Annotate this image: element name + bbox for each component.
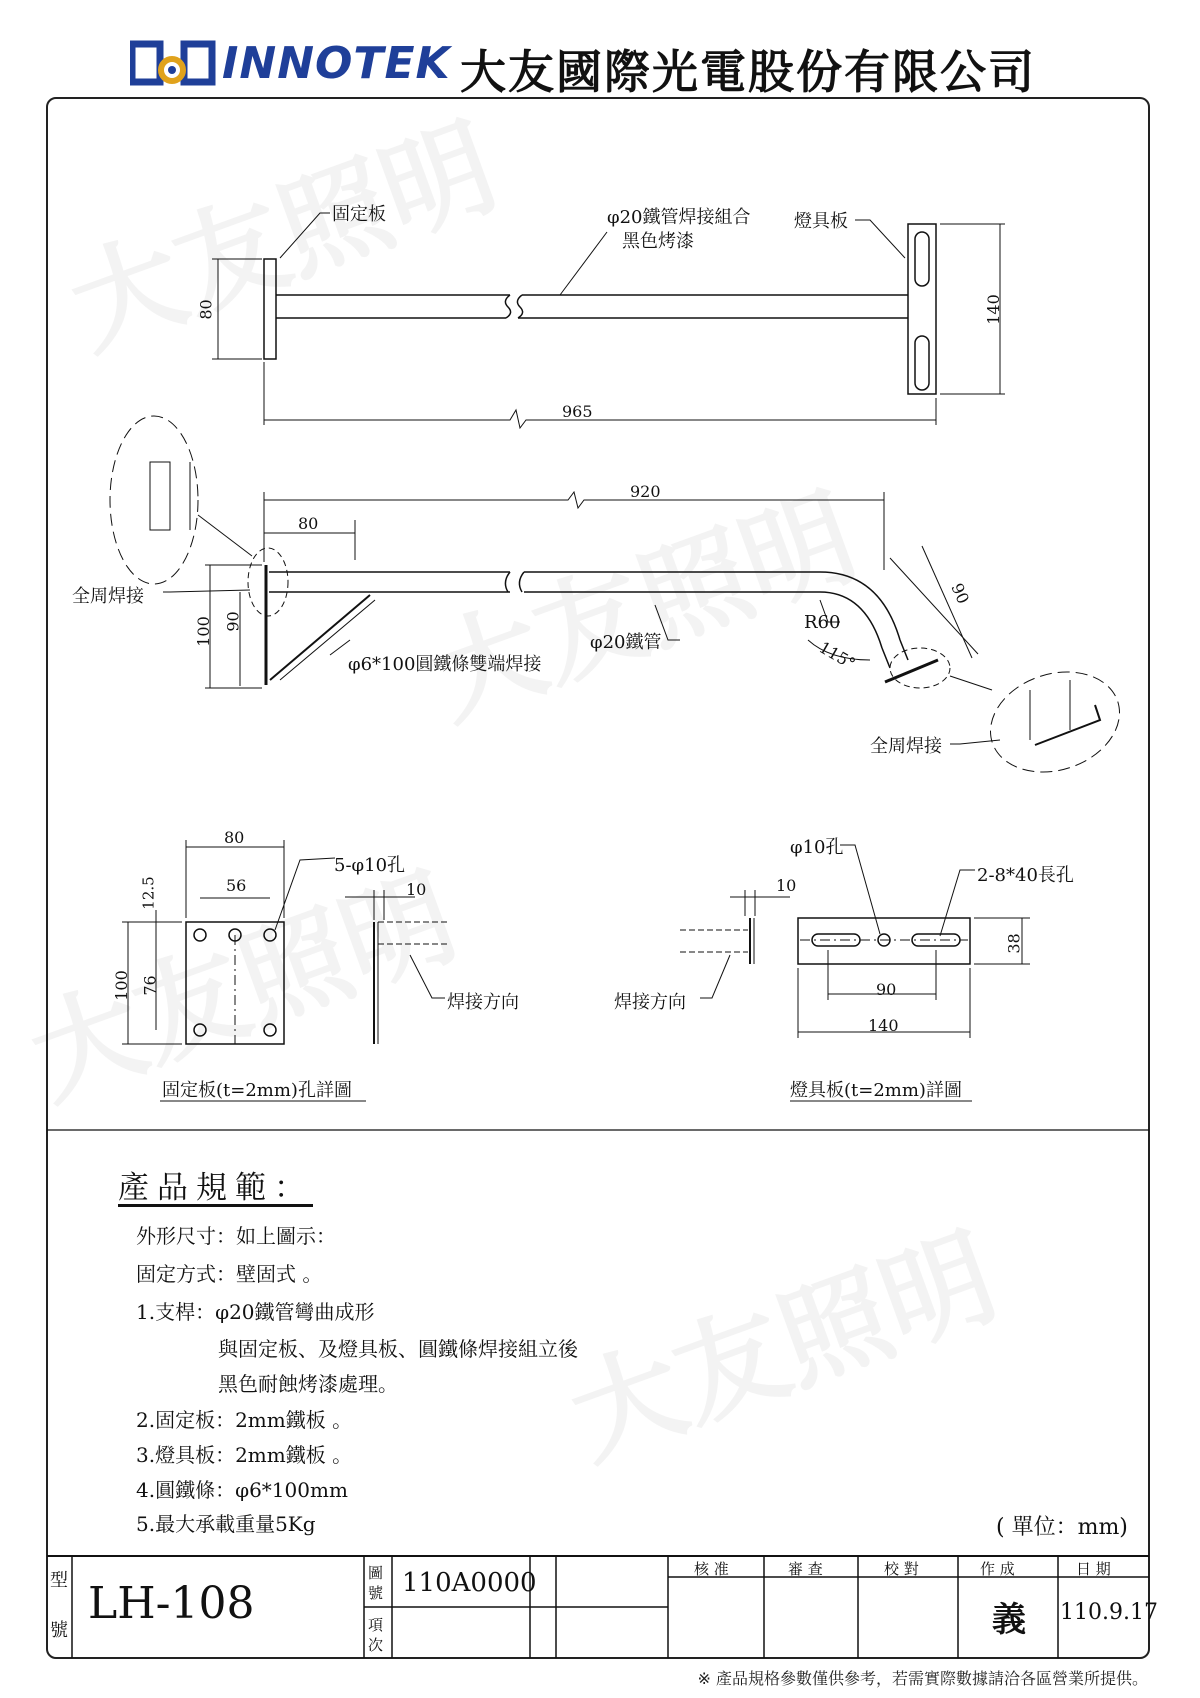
dim-fp-56: 56	[226, 876, 247, 895]
label-weld-left: 全周焊接	[72, 586, 144, 607]
drawing-number: 110A0000	[402, 1568, 537, 1598]
label-fixed-plate: 固定板	[332, 204, 386, 225]
label-pipe-paint: 黑色烤漆	[622, 231, 694, 252]
dim-side-920: 920	[630, 482, 661, 501]
spec-line: 3.燈具板：2mm鐵板 。	[136, 1443, 353, 1467]
dim-lp-10: 10	[776, 876, 797, 895]
label-lp-slots: 2-8*40長孔	[977, 865, 1074, 886]
drawing-no-label-2: 號	[368, 1584, 384, 1602]
disclaimer: ※ 產品規格參數僅供參考，若需實際數據請洽各區營業所提供。	[697, 1669, 1148, 1688]
dim-side-90-left: 90	[223, 611, 243, 632]
label-angle: 115°	[815, 637, 859, 674]
spec-line: 1.支桿：φ20鐵管彎曲成形	[136, 1300, 375, 1324]
review-label: 審 查	[788, 1560, 823, 1578]
label-pipe-assembly: φ20鐵管焊接組合	[607, 207, 751, 228]
date-value: 110.9.17	[1060, 1600, 1158, 1625]
dim-top-965: 965	[562, 402, 593, 421]
label-lp-weld-dir: 焊接方向	[614, 992, 686, 1013]
spec-line: 4.圓鐵條：φ6*100mm	[136, 1478, 348, 1502]
model-number: LH-108	[88, 1578, 255, 1629]
dim-lp-90: 90	[876, 980, 897, 999]
dim-fp-10: 10	[406, 880, 427, 899]
label-fp-weld-dir: 焊接方向	[447, 992, 519, 1013]
check-label: 校 對	[884, 1560, 919, 1578]
spec-line: 固定方式：壁固式 。	[136, 1262, 323, 1286]
dim-lp-140: 140	[868, 1016, 899, 1035]
dim-side-90-right: 90	[947, 580, 973, 607]
dim-fp-100: 100	[111, 970, 131, 1001]
label-lp-hole: φ10孔	[790, 837, 844, 858]
dim-fp-80: 80	[224, 828, 245, 847]
approve-label: 核 准	[694, 1560, 729, 1578]
dim-fp-12-5: 12.5	[139, 876, 158, 910]
model-label-1: 型	[50, 1570, 68, 1591]
label-weld-right: 全周焊接	[870, 736, 942, 757]
label-fp-holes: 5-φ10孔	[334, 855, 406, 876]
company-name: 大友國際光電股份有限公司	[460, 45, 1036, 99]
label-lamp-plate: 燈具板	[794, 211, 848, 232]
author-signature: 義	[992, 1600, 1026, 1640]
date-label: 日 期	[1076, 1560, 1111, 1578]
spec-line: 與固定板、及燈具板、圓鐵條焊接組立後	[218, 1337, 578, 1361]
dim-lp-38: 38	[1004, 933, 1024, 954]
spec-line: 5.最大承載重量5Kg	[136, 1512, 316, 1536]
author-label: 作 成	[980, 1560, 1015, 1578]
spec-line: 黑色耐蝕烤漆處理。	[218, 1372, 398, 1396]
spec-line: 2.固定板：2mm鐵板 。	[136, 1408, 353, 1432]
label-pipe: φ20鐵管	[590, 632, 662, 653]
label-radius: R60	[804, 612, 841, 633]
title-block	[46, 1556, 1158, 1659]
drawing-no-label-1: 圖	[368, 1564, 384, 1582]
label-rod: φ6*100圓鐵條雙端焊接	[348, 654, 542, 675]
unit-note: ( 單位：mm)	[996, 1515, 1128, 1540]
spec-line: 外形尺寸：如上圖示：	[136, 1224, 336, 1248]
dim-side-80: 80	[298, 514, 319, 533]
spec-title: 產品規範：	[118, 1170, 313, 1206]
caption-lamp-plate: 燈具板(t=2mm)詳圖	[790, 1080, 962, 1101]
dim-side-100: 100	[193, 616, 213, 647]
model-label-2: 號	[50, 1620, 68, 1641]
caption-fixed-plate: 固定板(t=2mm)孔詳圖	[162, 1080, 352, 1101]
dim-top-140: 140	[983, 294, 1003, 325]
revision-label-1: 項	[368, 1616, 384, 1634]
revision-label-2: 次	[368, 1636, 384, 1654]
dim-top-80: 80	[196, 299, 216, 320]
dim-fp-76: 76	[140, 975, 160, 996]
brand-name: INNOTEK	[222, 38, 451, 89]
